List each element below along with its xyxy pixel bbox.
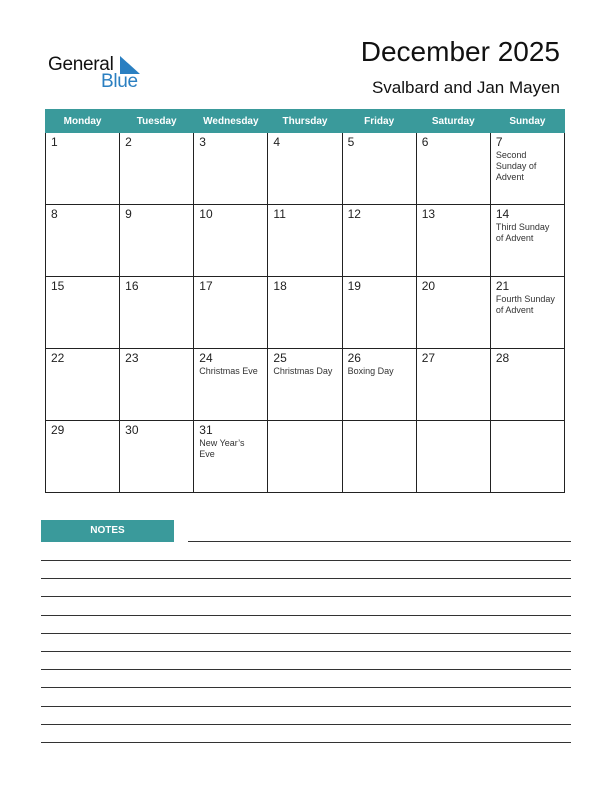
- day-number: 23: [125, 351, 139, 365]
- notes-line[interactable]: [41, 578, 571, 579]
- notes-line[interactable]: [41, 615, 571, 616]
- day-cell: [416, 205, 490, 277]
- week-row: [46, 205, 565, 277]
- day-number: 20: [421, 279, 436, 293]
- day-number: 7: [495, 135, 503, 149]
- logo-word-blue: Blue: [101, 71, 138, 92]
- day-number: 25: [273, 351, 287, 365]
- day-cell: [342, 421, 416, 493]
- day-cell: [194, 133, 268, 205]
- day-number: 30: [125, 423, 139, 437]
- day-cell: [342, 349, 416, 421]
- day-cell: [46, 349, 120, 421]
- day-number: 9: [125, 207, 132, 221]
- day-cell: [194, 277, 268, 349]
- day-cell: [268, 421, 342, 493]
- weekday-monday: Monday: [46, 110, 120, 133]
- notes-line[interactable]: [41, 724, 571, 725]
- day-cell: [46, 133, 120, 205]
- calendar-grid: [45, 109, 565, 493]
- holiday-label: Fourth Sunday of Advent: [495, 294, 555, 315]
- holiday-label: Christmas Eve: [199, 366, 258, 376]
- notes-line[interactable]: [41, 596, 571, 597]
- day-cell: [120, 133, 194, 205]
- weekday-header-row: [46, 110, 565, 133]
- day-cell: [490, 277, 564, 349]
- day-cell: [194, 205, 268, 277]
- day-number: 10: [199, 207, 213, 221]
- day-number: 19: [347, 279, 361, 293]
- weekday-thursday: Thursday: [268, 110, 342, 133]
- holiday-label: New Year’s Eve: [199, 438, 245, 459]
- day-cell: [46, 277, 120, 349]
- logo: [48, 52, 148, 92]
- day-number: 24: [199, 351, 213, 365]
- day-number: 13: [421, 207, 436, 221]
- day-number: 31: [199, 423, 213, 437]
- day-cell: [416, 277, 490, 349]
- holiday-label: Third Sunday of Advent: [495, 222, 550, 243]
- day-number: 28: [495, 351, 510, 365]
- week-row: [46, 421, 565, 493]
- day-number: 15: [51, 279, 65, 293]
- day-number: 14: [495, 207, 510, 221]
- notes-line[interactable]: [188, 541, 571, 542]
- day-number: 4: [273, 135, 281, 149]
- day-cell: [342, 133, 416, 205]
- notes-line[interactable]: [41, 669, 571, 670]
- day-number: 21: [495, 279, 510, 293]
- day-number: 11: [273, 207, 286, 221]
- day-cell: [46, 421, 120, 493]
- day-cell: [268, 133, 342, 205]
- day-cell: [120, 421, 194, 493]
- weekday-friday: Friday: [342, 110, 416, 133]
- day-number: 17: [199, 279, 213, 293]
- logo-word-general: General: [48, 54, 114, 75]
- day-cell: [490, 421, 564, 493]
- day-cell: [416, 133, 490, 205]
- notes-line[interactable]: [41, 706, 571, 707]
- day-number: 22: [51, 351, 65, 365]
- week-row: [46, 349, 565, 421]
- weekday-tuesday: Tuesday: [120, 110, 194, 133]
- day-number: 3: [199, 135, 206, 149]
- notes-line[interactable]: [41, 560, 571, 561]
- day-number: 5: [347, 135, 355, 149]
- weekday-saturday: Saturday: [416, 110, 490, 133]
- holiday-label: Christmas Day: [273, 366, 333, 376]
- day-cell: [120, 205, 194, 277]
- day-cell: [416, 421, 490, 493]
- holiday-label: Second Sunday of Advent: [495, 150, 537, 182]
- day-number: 8: [51, 207, 58, 221]
- page-subtitle: Svalbard and Jan Mayen: [371, 78, 560, 97]
- week-row: [46, 277, 565, 349]
- day-number: 18: [273, 279, 287, 293]
- day-cell: [416, 349, 490, 421]
- day-number: 16: [125, 279, 139, 293]
- day-cell: [490, 349, 564, 421]
- day-cell: [342, 277, 416, 349]
- weekday-sunday: Sunday: [490, 110, 564, 133]
- day-number: 2: [125, 135, 132, 149]
- page-title: December 2025: [360, 36, 560, 67]
- day-cell: [490, 205, 564, 277]
- notes-line[interactable]: [41, 742, 571, 743]
- week-row: [46, 133, 565, 205]
- notes-header: NOTES: [41, 520, 174, 542]
- day-cell: [120, 277, 194, 349]
- day-number: 12: [347, 207, 361, 221]
- day-number: 1: [51, 135, 58, 149]
- notes-line[interactable]: [41, 633, 571, 634]
- day-cell: [490, 133, 564, 205]
- day-cell: [268, 349, 342, 421]
- day-cell: [194, 421, 268, 493]
- holiday-label: Boxing Day: [347, 366, 394, 376]
- day-cell: [268, 205, 342, 277]
- day-number: 29: [51, 423, 65, 437]
- day-cell: [342, 205, 416, 277]
- day-number: 26: [347, 351, 361, 365]
- day-cell: [120, 349, 194, 421]
- weekday-wednesday: Wednesday: [194, 110, 268, 133]
- day-number: 6: [421, 135, 429, 149]
- notes-line[interactable]: [41, 687, 571, 688]
- day-cell: [268, 277, 342, 349]
- notes-line[interactable]: [41, 651, 571, 652]
- day-cell: [46, 205, 120, 277]
- day-number: 27: [421, 351, 436, 365]
- day-cell: [194, 349, 268, 421]
